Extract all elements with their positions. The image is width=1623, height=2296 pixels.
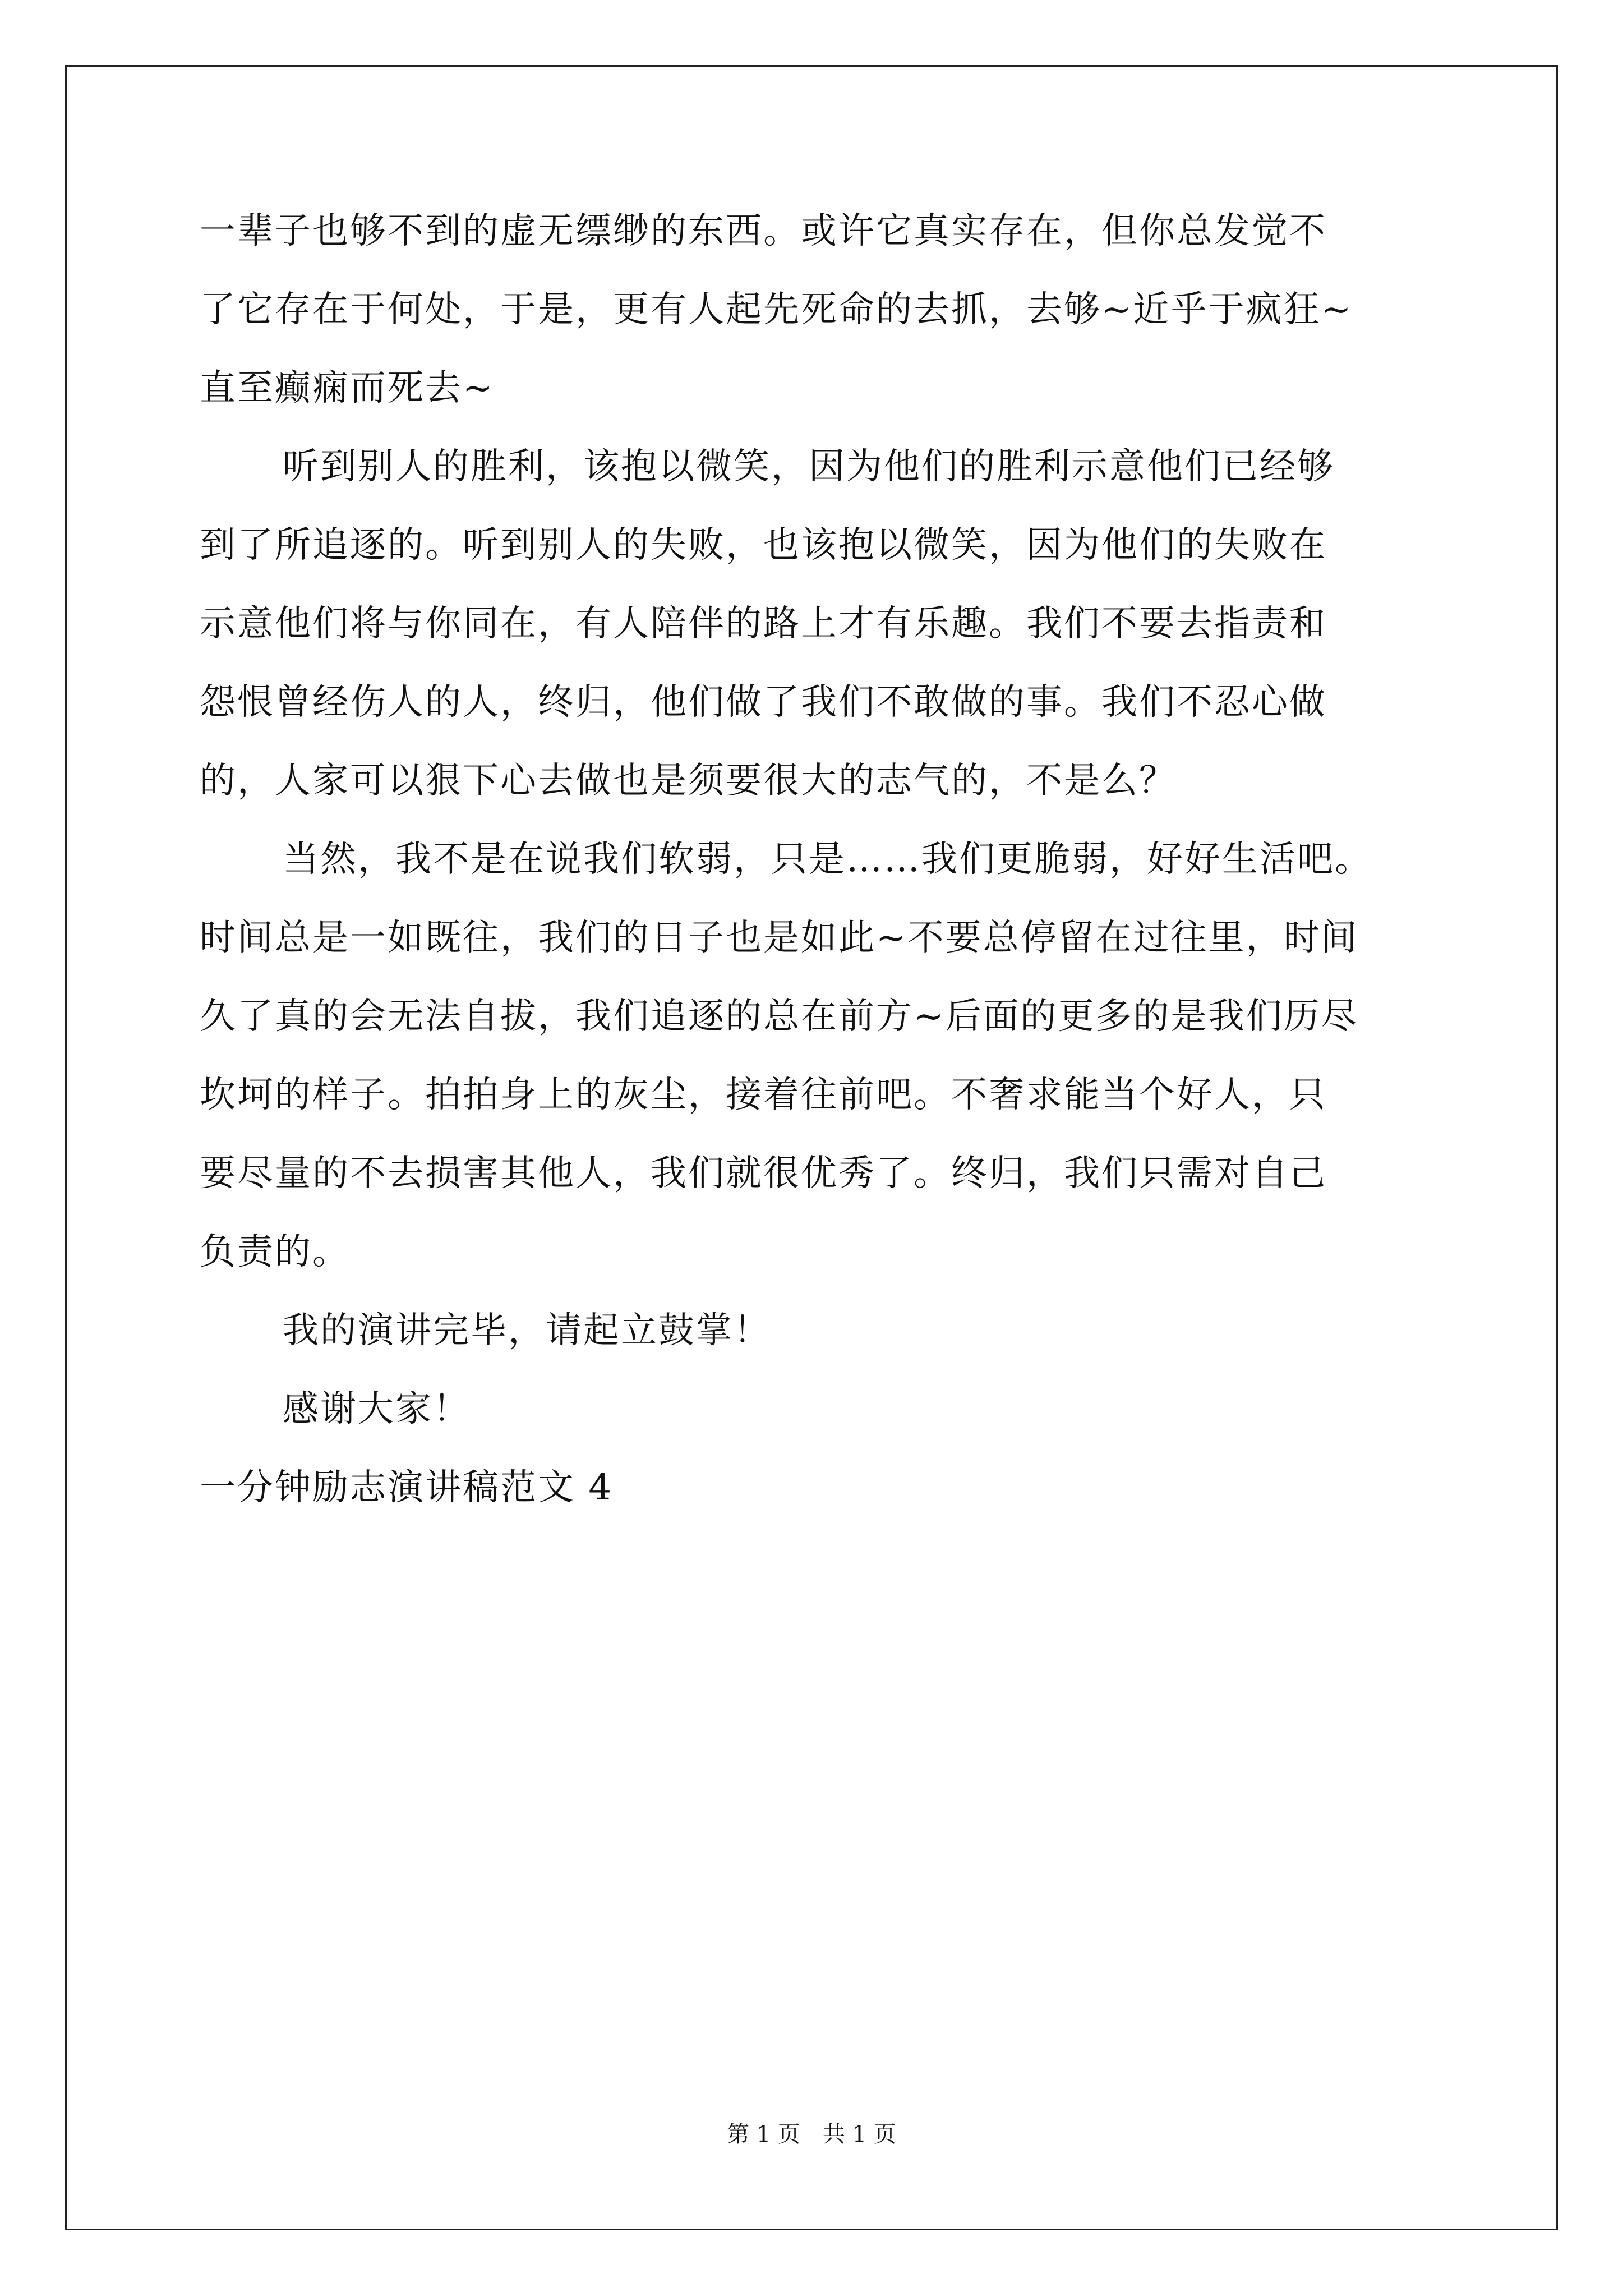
section-heading: 一分钟励志演讲稿范文 4 [200, 1467, 614, 1508]
text-line: 怨恨曾经伤人的人，终归，他们做了我们不敢做的事。我们不忍心做 [200, 682, 1327, 723]
text-line: 一辈子也够不到的虚无缥缈的东西。或许它真实存在，但你总发觉不 [200, 210, 1327, 252]
text-line: 示意他们将与你同在，有人陪伴的路上才有乐趣。我们不要去指责和 [200, 603, 1327, 645]
text-line: 了它存在于何处，于是，更有人起先死命的去抓，去够~近乎于疯狂~ [200, 289, 1353, 330]
page-number: 第 1 页 共 1 页 [727, 2122, 896, 2147]
text-line: 到了所追逐的。听到别人的失败，也该抱以微笑，因为他们的失败在 [200, 524, 1327, 566]
text-line: 久了真的会无法自拔，我们追逐的总在前方~后面的更多的是我们历尽 [200, 996, 1359, 1037]
text-line: 感谢大家！ [283, 1388, 471, 1430]
text-line: 要尽量的不去损害其他人，我们就很优秀了。终归，我们只需对自己 [200, 1153, 1327, 1194]
text-line: 当然，我不是在说我们软弱，只是……我们更脆弱，好好生活吧。 [283, 839, 1372, 880]
text-line: 的，人家可以狠下心去做也是须要很大的志气的，不是么？ [200, 760, 1177, 802]
text-line: 时间总是一如既往，我们的日子也是如此~不要总停留在过往里，时间 [200, 917, 1359, 959]
text-line: 我的演讲完毕，请起立鼓掌！ [283, 1310, 771, 1351]
text-line: 听到别人的胜利，该抱以微笑，因为他们的胜利示意他们已经够 [283, 446, 1335, 487]
text-line: 直至癫痫而死去~ [200, 367, 495, 409]
text-line: 负责的。 [200, 1231, 350, 1273]
text-line: 坎坷的样子。拍拍身上的灰尘，接着往前吧。不奢求能当个好人，只 [200, 1074, 1327, 1116]
